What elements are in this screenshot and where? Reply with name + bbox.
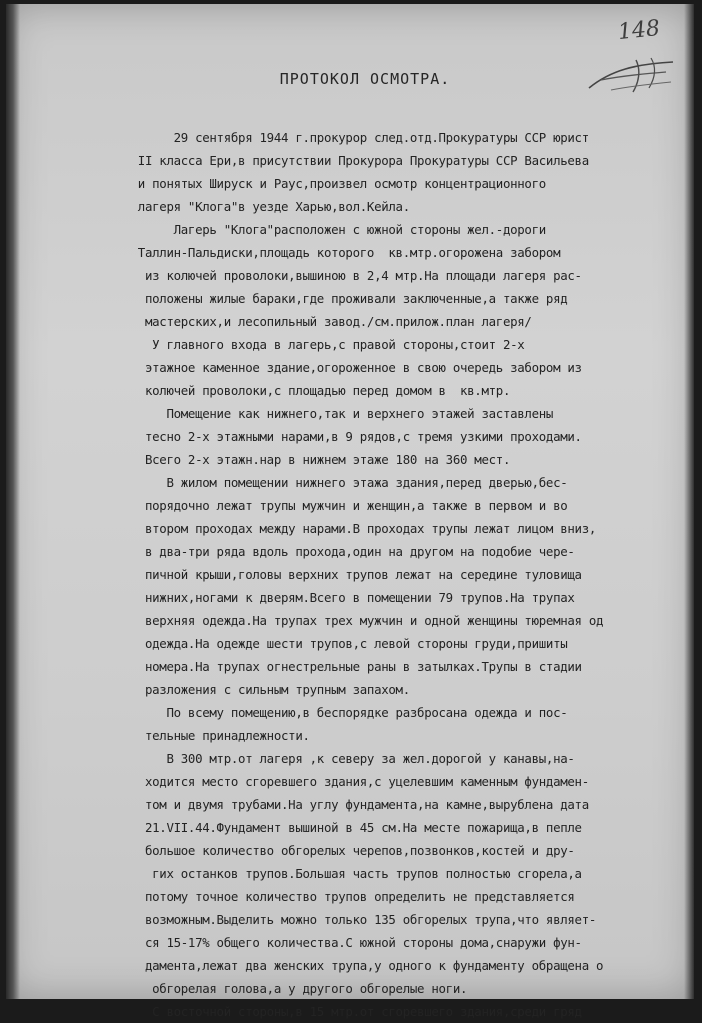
text-line: гих останков трупов.Большая часть трупов полностью сгорела,а xyxy=(102,866,582,881)
text-line: По всему помещению,в беспорядке разбросана одежда и пос- xyxy=(102,705,568,720)
text-line: 21.VII.44.Фундамент вышиной в 45 см.На месте пожарища,в пепле xyxy=(102,820,582,835)
text-line: ся 15-17% общего количества.С южной стороны дома,снаружи фун- xyxy=(102,935,582,950)
text-line: потому точное количество трупов определить не представляется xyxy=(102,889,575,904)
text-line: С восточной стороны,в 15 мтр.от сгоревшего здания,среди гряд xyxy=(102,1004,582,1019)
text-line: Таллин-Пальдиски,площадь которого кв.мтр.огорожена забором xyxy=(102,245,561,260)
text-line: возможным.Выделить можно только 135 обгорелых трупа,что являет- xyxy=(102,912,597,927)
text-line: Лагерь "Клога"расположен с южной стороны жел.-дороги xyxy=(102,222,546,237)
text-line: мастерских,и лесопильный завод./см.прилож.план лагеря/ xyxy=(102,314,532,329)
text-line: большое количество обгорелых черепов,позвонков,костей и дру- xyxy=(102,843,575,858)
text-line: порядочно лежат трупы мужчин и женщин,а также в первом и во xyxy=(102,498,568,513)
text-line: Помещение как нижнего,так и верхнего этажей заставлены xyxy=(102,406,554,421)
text-line: У главного входа в лагерь,с правой стороны,стоит 2-х xyxy=(102,337,525,352)
document-title: ПРОТОКОЛ ОСМОТРА. xyxy=(279,70,451,88)
text-line: из колючей проволоки,вышиною в 2,4 мтр.На площади лагеря рас- xyxy=(102,268,582,283)
text-line: нижних,ногами к дверям.Всего в помещении 79 трупов.На трупах xyxy=(102,590,575,605)
text-line: дамента,лежат два женских трупа,у одного к фундаменту обращена о xyxy=(102,958,604,973)
document-body xyxy=(102,126,702,1023)
text-line: II класса Ери,в присутствии Прокурора Прокуратуры ССР Васильева xyxy=(102,153,589,168)
text-line: обгорелая голова,а у другого обгорелые ноги. xyxy=(102,981,468,996)
text-line: В жилом помещении нижнего этажа здания,перед дверью,бес- xyxy=(102,475,568,490)
text-line: разложения с сильным трупным запахом. xyxy=(102,682,410,697)
text-line: положены жилые бараки,где проживали заключенные,а также ряд xyxy=(102,291,568,306)
document-page xyxy=(6,4,694,1019)
page-edge-shadow xyxy=(6,4,20,999)
text-line: верхняя одежда.На трупах трех мужчин и одной женщины тюремная од xyxy=(102,613,604,628)
text-line: втором проходах между нарами.В проходах трупы лежат лицом вниз, xyxy=(102,521,597,536)
text-line: этажное каменное здание,огороженное в свою очередь забором из xyxy=(102,360,582,375)
text-line: номера.На трупах огнестрельные раны в затылках.Трупы в стадии xyxy=(102,659,582,674)
archive-page-number: 148 xyxy=(616,15,662,46)
text-line: Всего 2-х этажн.нар в нижнем этаже 180 на 360 мест. xyxy=(102,452,511,467)
text-line: 29 сентября 1944 г.прокурор след.отд.Прокуратуры ССР юрист xyxy=(102,130,589,145)
text-line: колючей проволоки,с площадью перед домом в кв.мтр. xyxy=(102,383,511,398)
text-line: тесно 2-х этажными нарами,в 9 рядов,с тремя узкими проходами. xyxy=(102,429,582,444)
text-line: том и двумя трубами.На углу фундамента,на камне,вырублена дата xyxy=(102,797,589,812)
text-line: пичной крыши,головы верхних трупов лежат на середине туловища xyxy=(102,567,582,582)
text-line: лагеря "Клога"в уезде Харью,вол.Кейла. xyxy=(102,199,410,214)
text-line: в два-три ряда вдоль прохода,один на другом на подобие чере- xyxy=(102,544,575,559)
text-line: одежда.На одежде шести трупов,с левой стороны груди,пришиты xyxy=(102,636,568,651)
text-line: В 300 мтр.от лагеря ,к северу за жел.дорогой у канавы,на- xyxy=(102,751,575,766)
text-line: и понятых Шируск и Раус,произвел осмотр концентрационного xyxy=(102,176,546,191)
text-line: ходится место сгоревшего здания,с уцелевшим каменным фундамен- xyxy=(102,774,589,789)
text-line: тельные принадлежности. xyxy=(102,728,310,743)
